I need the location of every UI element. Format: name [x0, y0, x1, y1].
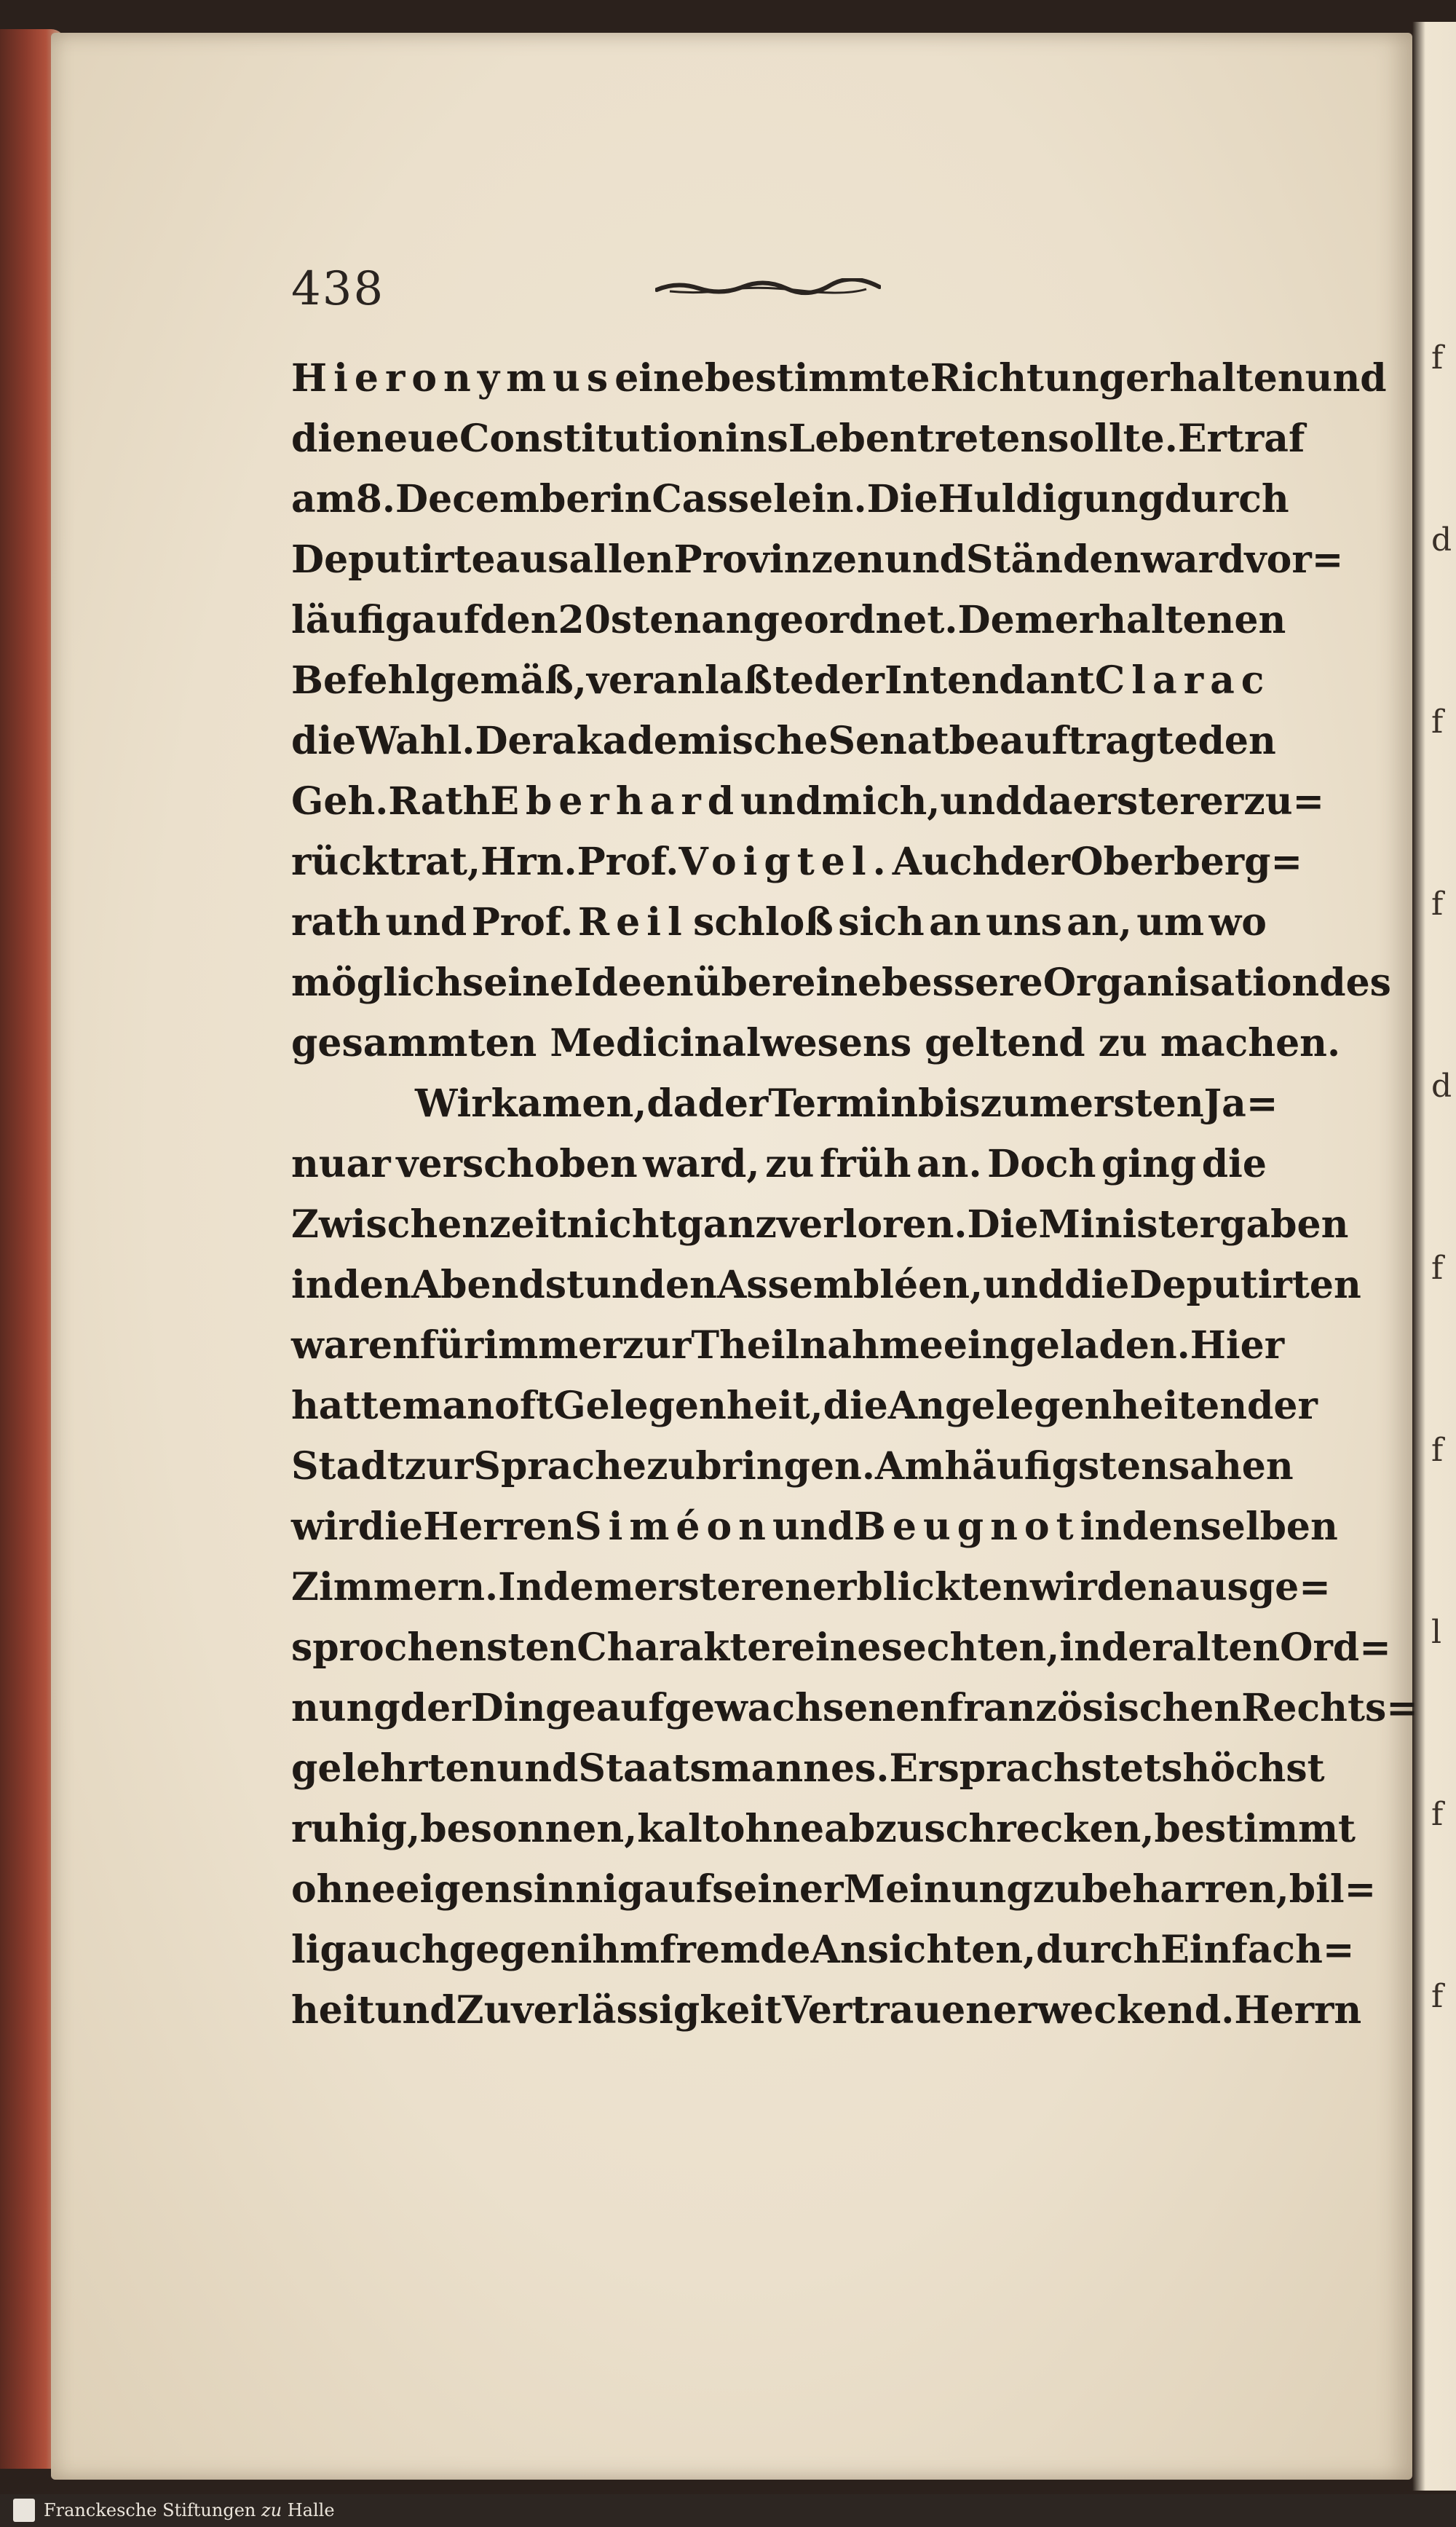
word: die — [1201, 1142, 1267, 1186]
word: gesammten — [291, 1021, 537, 1065]
word: ward — [1141, 537, 1245, 582]
word: und — [884, 537, 966, 582]
next-page-fragment: f — [1431, 886, 1444, 923]
word: Charakter — [577, 1625, 791, 1670]
word: heit — [291, 1988, 375, 2033]
word: und — [740, 779, 823, 824]
word: Theilnahme — [691, 1323, 943, 1368]
text-line — [291, 469, 1289, 529]
word: ersteren — [633, 1565, 812, 1609]
next-page-fragment: f — [1431, 703, 1444, 741]
word: aus — [495, 537, 569, 582]
word: Sprache — [473, 1444, 646, 1489]
word: seine — [462, 961, 574, 1005]
word: Ja= — [1203, 1081, 1278, 1126]
word: durch — [1164, 477, 1289, 521]
text-line — [291, 1194, 1349, 1255]
word: zum — [980, 1081, 1069, 1126]
word: Herrn — [1234, 1988, 1362, 2033]
word: dem — [543, 1565, 634, 1609]
word: Huldigung — [938, 477, 1165, 521]
word: verschoben — [396, 1142, 638, 1186]
word: erhalten — [1125, 356, 1305, 401]
word: bestimmte — [704, 356, 930, 401]
word: da — [1021, 779, 1073, 824]
page-number: 438 — [291, 262, 385, 316]
word: bringen. — [695, 1444, 875, 1489]
word: auch — [346, 1928, 449, 1972]
word: Zuverlässigkeit — [456, 1988, 783, 2033]
word: eingeladen. — [943, 1323, 1190, 1368]
word: 20sten — [558, 598, 702, 642]
word: man — [402, 1384, 495, 1428]
word: Assembléen, — [716, 1263, 984, 1307]
word: der — [1101, 1625, 1172, 1670]
word: für — [419, 1323, 484, 1368]
word: Intendant — [884, 658, 1095, 703]
word: geltend — [925, 1021, 1085, 1065]
word: oft — [494, 1384, 554, 1428]
word: eine — [791, 961, 882, 1005]
word: da — [646, 1081, 698, 1126]
word: gegen — [448, 1928, 578, 1972]
word: auf — [644, 1867, 713, 1912]
text-line — [291, 1920, 1355, 1980]
text-line — [291, 1799, 1356, 1859]
word: Staatsmannes. — [578, 1746, 890, 1791]
footer-institution: Franckesche Stiftungen — [44, 2500, 256, 2520]
next-page-sliver — [1412, 22, 1456, 2491]
word: vor= — [1244, 537, 1344, 582]
word: stets — [1080, 1746, 1183, 1791]
ornament-rule-icon — [655, 278, 881, 297]
word: und — [385, 900, 467, 945]
word: in — [1080, 1505, 1123, 1549]
word: die — [357, 1505, 424, 1549]
word: treten — [917, 417, 1048, 461]
word: echten, — [902, 1625, 1060, 1670]
word: ersten — [1069, 1081, 1204, 1126]
word: Eberhard — [490, 779, 741, 824]
word: Stadt — [291, 1444, 405, 1489]
word: an — [929, 900, 981, 945]
word: durch — [1036, 1928, 1161, 1972]
word: den — [333, 1263, 411, 1307]
word: Rechts= — [1241, 1686, 1418, 1730]
word: und — [1305, 356, 1387, 401]
word: alten — [1171, 1625, 1281, 1670]
text-line — [291, 1617, 1391, 1678]
text-line — [291, 1678, 1418, 1738]
next-page-fragment: f — [1431, 339, 1444, 377]
word: Oberberg= — [1070, 840, 1303, 884]
word: Reil — [577, 900, 689, 945]
word: Provinzen — [673, 537, 885, 582]
word: nicht — [566, 1202, 677, 1247]
word: Er — [889, 1746, 938, 1791]
text-line — [291, 771, 1325, 832]
text-line — [291, 409, 1305, 469]
word: Die — [967, 1202, 1039, 1247]
word: Deputirten — [1129, 1263, 1361, 1307]
word: 8. — [355, 477, 396, 521]
word: sich — [838, 900, 925, 945]
word: ganz — [676, 1202, 777, 1247]
text-line — [291, 1497, 1338, 1557]
word: und — [983, 1263, 1065, 1307]
word: sprach — [938, 1746, 1081, 1791]
word: französischen — [947, 1686, 1242, 1730]
text-line — [291, 953, 1391, 1013]
word: veranlaßte — [586, 658, 815, 703]
word: beauftragte — [949, 719, 1198, 763]
footer-bar — [0, 2494, 1456, 2527]
word: machen. — [1160, 1021, 1341, 1065]
word: zu — [765, 1142, 815, 1186]
word: häufigsten — [944, 1444, 1169, 1489]
word: an, — [1067, 900, 1132, 945]
word: den — [1096, 1565, 1176, 1609]
word: aufgewachsenen — [596, 1686, 948, 1730]
text-line — [291, 1738, 1325, 1799]
word: zu — [1098, 1021, 1147, 1065]
text-line — [291, 711, 1276, 771]
word: die — [291, 417, 357, 461]
text-line — [291, 832, 1303, 892]
word: die — [1064, 1263, 1130, 1307]
word: Dinge — [470, 1686, 596, 1730]
text-line — [291, 1013, 1341, 1073]
word: waren — [291, 1323, 420, 1368]
word: und — [940, 779, 1022, 824]
text-line — [291, 1436, 1294, 1497]
word: bestimmt — [1154, 1807, 1356, 1851]
word: Doch — [987, 1142, 1096, 1186]
word: auf — [411, 598, 480, 642]
footer-credit — [44, 2500, 335, 2520]
word: Constitution — [459, 417, 725, 461]
word: Deputirte — [291, 537, 496, 582]
text-line — [291, 1255, 1361, 1315]
word: In — [498, 1565, 544, 1609]
word: Prof. — [471, 900, 574, 945]
footer-city: Halle — [287, 2500, 335, 2520]
next-page-fragment: l — [1431, 1614, 1442, 1651]
word: Befehl — [291, 658, 430, 703]
word: Hieronymus — [291, 356, 615, 401]
word: um — [1136, 900, 1205, 945]
word: angeordnet. — [701, 598, 958, 642]
word: mich, — [822, 779, 941, 824]
word: zur — [404, 1444, 474, 1489]
word: der — [697, 1081, 769, 1126]
word: Senat — [828, 719, 949, 763]
next-page-fragment: f — [1431, 1796, 1444, 1833]
word: Die — [866, 477, 938, 521]
word: rücktrat, — [291, 840, 481, 884]
institution-logo-icon — [13, 2499, 35, 2522]
word: Ansichten, — [810, 1928, 1037, 1972]
word: Richtung — [930, 356, 1125, 401]
word: beharren, — [1082, 1867, 1289, 1912]
word: läufig — [291, 598, 412, 642]
word: denselben — [1122, 1505, 1338, 1549]
word: ersterer — [1072, 779, 1244, 824]
word: den — [1198, 719, 1276, 763]
word: Ständen — [965, 537, 1142, 582]
word: und — [374, 1988, 456, 2033]
word: Abendstunden — [411, 1263, 717, 1307]
word: Minister — [1038, 1202, 1220, 1247]
word: zur — [622, 1323, 692, 1368]
word: Wir — [415, 1081, 491, 1126]
word: allen — [569, 537, 674, 582]
word: lig — [291, 1928, 347, 1972]
word: bis — [918, 1081, 981, 1126]
word: Cassel — [652, 477, 788, 521]
text-line — [291, 1557, 1331, 1617]
word: sahen — [1168, 1444, 1294, 1489]
word: Vertrauen — [782, 1988, 993, 2033]
word: Zimmern. — [291, 1565, 499, 1609]
word: Dem — [957, 598, 1055, 642]
text-line — [291, 1376, 1318, 1436]
body-text — [291, 348, 1418, 2041]
word: wo — [1208, 900, 1267, 945]
next-page-fragment: d — [1431, 1068, 1452, 1105]
word: des — [1319, 961, 1391, 1005]
word: Herren — [423, 1505, 575, 1549]
word: Clarac — [1094, 658, 1271, 703]
word: Termin — [768, 1081, 919, 1126]
word: Hrn. — [480, 840, 577, 884]
word: rath — [291, 900, 381, 945]
word: ohne — [291, 1867, 396, 1912]
word: Leben — [788, 417, 917, 461]
word: der — [814, 658, 885, 703]
word: gaben — [1219, 1202, 1349, 1247]
word: akademische — [552, 719, 828, 763]
word: über — [693, 961, 792, 1005]
text-line — [291, 1315, 1285, 1376]
word: ohne — [719, 1807, 825, 1851]
word: schloß — [693, 900, 834, 945]
word: Medicinalwesens — [550, 1021, 912, 1065]
word: Ord= — [1280, 1625, 1391, 1670]
word: zu — [1032, 1867, 1083, 1912]
word: gelehrten — [291, 1746, 497, 1791]
text-line — [291, 1134, 1267, 1194]
word: Auch — [892, 840, 1000, 884]
word: möglich — [291, 961, 463, 1005]
word: Siméon — [574, 1505, 772, 1549]
next-page-fragment: f — [1431, 1978, 1444, 2015]
word: seiner — [712, 1867, 844, 1912]
word: und — [496, 1746, 579, 1791]
word: December — [395, 477, 610, 521]
word: früh — [820, 1142, 911, 1186]
word: Ideen — [574, 961, 694, 1005]
word: höchst — [1182, 1746, 1325, 1791]
word: neue — [356, 417, 459, 461]
word: Wahl. — [356, 719, 475, 763]
text-line — [291, 650, 1271, 711]
word: Er — [1177, 417, 1227, 461]
word: nuar — [291, 1142, 391, 1186]
word: erweckend. — [992, 1988, 1235, 2033]
word: zu — [646, 1444, 696, 1489]
word: verloren. — [776, 1202, 968, 1247]
word: erblickten — [812, 1565, 1030, 1609]
word: eigensinnig — [395, 1867, 644, 1912]
text-line — [291, 348, 1387, 409]
word: in — [609, 477, 652, 521]
word: Voigtel. — [678, 840, 893, 884]
text-line — [291, 1859, 1377, 1920]
word: ins — [725, 417, 788, 461]
word: am — [291, 477, 356, 521]
word: in — [1059, 1625, 1101, 1670]
text-line — [291, 1073, 1278, 1134]
word: Organisation — [1042, 961, 1320, 1005]
word: eine — [614, 356, 705, 401]
word: nung — [291, 1686, 400, 1730]
word: wir — [291, 1505, 358, 1549]
word: Zwischenzeit — [291, 1202, 567, 1247]
word: zu= — [1243, 779, 1325, 824]
word: in — [291, 1263, 333, 1307]
word: Gelegenheit, — [553, 1384, 823, 1428]
word: fremde — [660, 1928, 811, 1972]
text-line — [291, 892, 1267, 953]
word: hatte — [291, 1384, 403, 1428]
word: sollte. — [1048, 417, 1178, 461]
next-page-fragment: d — [1431, 521, 1452, 559]
word: Geh. — [291, 779, 389, 824]
word: erhaltenen — [1054, 598, 1286, 642]
word: Hier — [1190, 1323, 1285, 1368]
word: die — [823, 1384, 888, 1428]
footer-separator: zu — [261, 2500, 282, 2520]
word: Angelegenheiten — [887, 1384, 1248, 1428]
word: sprochensten — [291, 1625, 577, 1670]
word: eines — [791, 1625, 903, 1670]
word: ein. — [787, 477, 867, 521]
word: bessere — [882, 961, 1043, 1005]
word: Einfach= — [1160, 1928, 1355, 1972]
word: Der — [475, 719, 553, 763]
next-page-fragment: f — [1431, 1250, 1444, 1287]
word: und — [772, 1505, 854, 1549]
word: ruhig, — [291, 1807, 421, 1851]
word: der — [1000, 840, 1071, 884]
word: uns — [985, 900, 1062, 945]
word: Am — [874, 1444, 945, 1489]
word: abzuschrecken, — [824, 1807, 1155, 1851]
word: ging — [1101, 1142, 1197, 1186]
word: wir — [1029, 1565, 1097, 1609]
next-page-fragment: f — [1431, 1432, 1444, 1469]
word: den — [480, 598, 558, 642]
word: der — [400, 1686, 471, 1730]
word: ihm — [577, 1928, 660, 1972]
word: Beugnot — [853, 1505, 1080, 1549]
text-line — [291, 590, 1286, 650]
word: die — [291, 719, 357, 763]
page-header — [291, 262, 1259, 320]
word: kalt — [637, 1807, 720, 1851]
word: traf — [1226, 417, 1305, 461]
text-line — [291, 1980, 1362, 2041]
word: ward, — [643, 1142, 760, 1186]
text-line — [291, 529, 1344, 590]
word: besonnen, — [420, 1807, 638, 1851]
word: an. — [916, 1142, 982, 1186]
word: gemäß, — [430, 658, 587, 703]
word: immer — [483, 1323, 622, 1368]
word: kamen, — [491, 1081, 647, 1126]
word: Prof. — [577, 840, 679, 884]
word: der — [1247, 1384, 1318, 1428]
word: bil= — [1289, 1867, 1377, 1912]
word: Rath — [388, 779, 491, 824]
word: ausge= — [1175, 1565, 1331, 1609]
word: Meinung — [843, 1867, 1033, 1912]
